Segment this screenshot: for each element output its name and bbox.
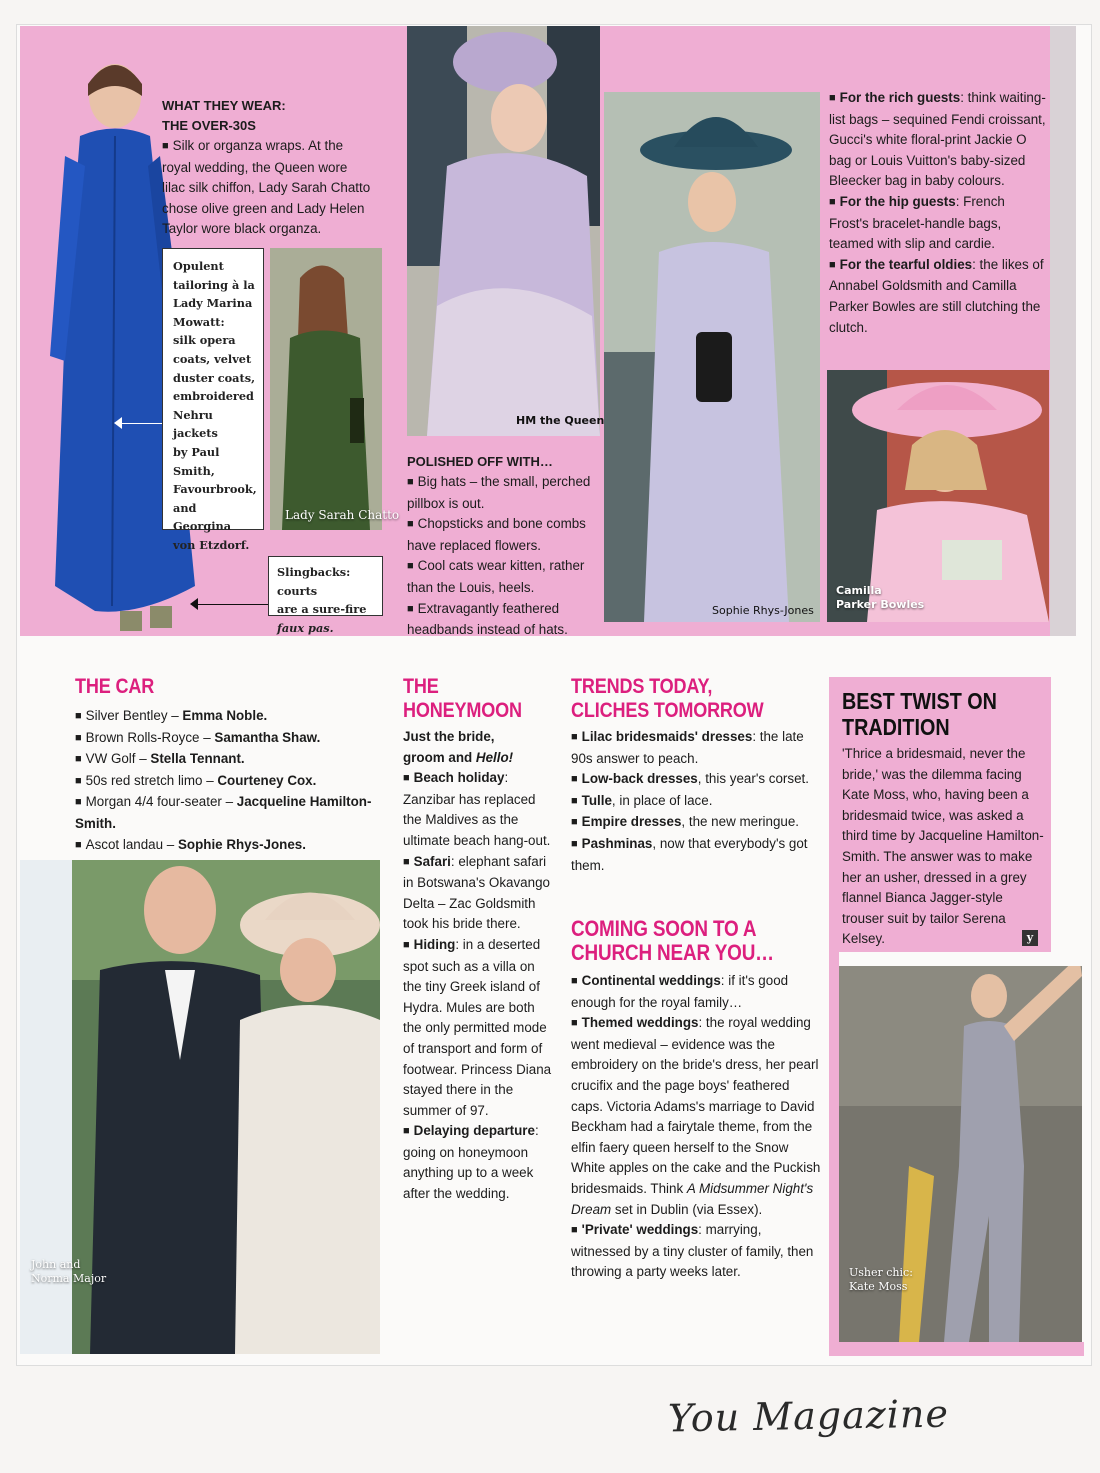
car-model: Ascot landau –	[85, 836, 178, 852]
coming-soon-heading-2: CHURCH NEAR YOU…	[571, 940, 774, 965]
continental-weddings-item	[571, 971, 821, 1013]
car-block	[75, 675, 375, 856]
car-model: 50s red stretch limo –	[85, 772, 218, 788]
private-weddings-label: 'Private' weddings	[581, 1222, 699, 1238]
photo-lady-sarah-chatto	[270, 248, 382, 530]
trend-item	[571, 834, 821, 876]
trend-label: Tulle	[581, 792, 612, 808]
car-item	[75, 835, 375, 857]
caption-camilla-line-1: Camilla	[836, 584, 882, 597]
what-they-wear-body: ■ Silk or organza wraps. At the royal wedding, the Queen wore lilac silk chiffon, Lady Sarah Chatto chose olive green and Lady Helen Taylor wore black organza.	[162, 136, 372, 240]
trends-heading-1: TRENDS TODAY,	[571, 675, 713, 698]
caption-hm-the-queen: HM the Queen	[516, 414, 605, 427]
tailoring-line: coats, velvet	[173, 351, 252, 366]
hip-guests-label: For the hip guests	[839, 193, 956, 209]
photo-sophie-rhys-jones	[604, 92, 820, 622]
caption-lady-sarah-chatto: Lady Sarah Chatto	[285, 508, 400, 522]
caption-kate-moss	[849, 1266, 913, 1294]
tailoring-line: and Georgina	[173, 500, 232, 534]
trend-item	[571, 769, 821, 791]
slingbacks-line-2: are a sure-fire	[277, 602, 367, 617]
beach-holiday-item	[403, 768, 553, 851]
honeymoon-intro	[403, 727, 553, 768]
what-they-wear-heading: WHAT THEY WEAR:	[162, 98, 286, 113]
trends-list	[571, 727, 821, 876]
trend-label: Low-back dresses	[581, 771, 698, 787]
safari-text: : elephant safari in Botswana's Okavango Delta – Zac Goldsmith took his bride there.	[403, 853, 550, 932]
tailoring-line: tailoring à la	[173, 277, 255, 292]
honeymoon-block	[403, 675, 553, 1205]
honeymoon-intro-2: groom and	[403, 749, 476, 765]
best-twist-heading-2: TRADITION	[842, 714, 950, 740]
polished-heading: POLISHED OFF WITH…	[407, 454, 553, 469]
slingbacks-line-1: Slingbacks: courts	[277, 565, 351, 598]
delaying-label: Delaying departure	[413, 1123, 535, 1139]
hiding-text: : in a deserted spot such as a villa on the tiny Greek island of Hydra. Mules are both the only permitted mode of transport and form of footwear. Princess Diana stayed there in the summer of 97.	[403, 936, 552, 1118]
car-item	[75, 706, 375, 728]
themed-weddings-text-2: set in Dublin (via Essex).	[611, 1201, 763, 1217]
hiding-item	[403, 935, 553, 1121]
themed-weddings-italic: A Midsummer Night's Dream	[571, 1180, 814, 1217]
trends-heading-2: CLICHES TOMORROW	[571, 699, 764, 722]
honeymoon-intro-hello: Hello!	[475, 749, 514, 765]
continental-weddings-text: : if it's good enough for the royal family…	[571, 973, 789, 1010]
trend-item	[571, 791, 821, 813]
delaying-item	[403, 1121, 553, 1204]
best-twist-panel-bottom	[829, 1342, 1084, 1356]
car-owner: Stella Tennant.	[150, 751, 245, 767]
themed-weddings-text-1: : the royal wedding went medieval – evidence was the embroidery on the bride's dress, her pearl crucifix and the page boys' feathered caps. Victoria Adams's marriage to David Beckham had a fairytale theme, from the elfin faery queen herself to the Snow White apples on the cake and the Puckish bridesmaids. Think	[571, 1015, 821, 1196]
hip-guests-item	[829, 192, 1047, 255]
honeymoon-heading-1: THE	[403, 675, 439, 698]
caption-major-line-2: Norma Major	[31, 1271, 107, 1285]
tailoring-line: Mowatt:	[173, 314, 225, 329]
car-item	[75, 749, 375, 771]
tailoring-callout	[162, 248, 264, 552]
car-model: Silver Bentley –	[85, 708, 183, 723]
car-model: Brown Rolls-Royce –	[85, 729, 215, 745]
trend-item	[571, 727, 821, 769]
trend-text: , this year's corset.	[697, 771, 809, 787]
coming-soon-body	[571, 971, 821, 1283]
polished-item: ■ Big hats – the small, perched pillbox is out.	[407, 472, 601, 514]
best-twist-heading-1: BEST TWIST ON	[842, 688, 997, 714]
polished-list	[407, 472, 601, 641]
polished-item: ■ Chopsticks and bone combs have replaced flowers.	[407, 514, 601, 556]
trend-text: , in place of lace.	[611, 792, 713, 808]
hiding-label: Hiding	[413, 936, 456, 952]
continental-weddings-label: Continental weddings	[581, 973, 721, 988]
beach-holiday-text: : Zanzibar has replaced the Maldives as the ultimate beach hang-out.	[403, 770, 551, 848]
best-twist-panel-edge	[829, 952, 839, 1354]
caption-kate-moss-line-2: Kate Moss	[849, 1279, 908, 1293]
trend-text: , now that everybody's got them.	[571, 835, 808, 873]
car-list	[75, 706, 375, 856]
tailoring-line: Opulent	[173, 259, 224, 273]
themed-weddings-item	[571, 1013, 821, 1220]
themed-weddings-label: Themed weddings	[581, 1015, 699, 1031]
best-twist-body: 'Thrice a bridesmaid, never the bride,' was the dilemma facing Kate Moss, who, having been a bridesmaid twice, was asked a third time by Jacqueline Hamilton-Smith. The answer was to make her an usher, dressed in a grey flannel Bianca Jagger-style trouser suit by tailor Serena Kelsey.	[842, 746, 1044, 947]
polished-item: ■ Cool cats wear kitten, rather than the Louis, heels.	[407, 556, 601, 598]
y-end-mark-icon: y	[1022, 930, 1038, 946]
trend-label: Empire dresses	[581, 814, 682, 830]
hip-guests-text: : French Frost's bracelet-handle bags, teamed with slip and cardie.	[829, 193, 1005, 252]
safari-label: Safari	[413, 853, 451, 869]
caption-kate-moss-line-1: Usher chic:	[849, 1266, 913, 1279]
honeymoon-intro-1: Just the bride,	[403, 729, 495, 744]
car-item	[75, 792, 375, 834]
trend-text: : the late 90s answer to peach.	[571, 729, 804, 766]
slingbacks-callout	[268, 556, 383, 635]
arrow-left-icon	[114, 417, 122, 429]
tailoring-callout-text	[173, 257, 257, 555]
coming-soon-block	[571, 917, 821, 1283]
best-twist-block	[842, 688, 1044, 950]
tearful-oldies-label: For the tearful oldies	[839, 256, 973, 272]
coming-soon-heading-1: COMING SOON TO A	[571, 916, 757, 941]
over-30s-heading: THE OVER-30S	[162, 118, 256, 133]
car-owner: Sophie Rhys-Jones.	[177, 836, 306, 852]
beach-holiday-label: Beach holiday	[413, 770, 505, 786]
rich-guests-item	[829, 88, 1047, 192]
safari-item	[403, 852, 553, 935]
trend-label: Pashminas	[581, 835, 653, 851]
what-they-wear-block	[162, 96, 372, 240]
tailoring-line: silk opera	[173, 333, 236, 348]
tailoring-line: von Etzdorf.	[173, 537, 250, 552]
trend-text: , the new meringue.	[681, 814, 800, 830]
honeymoon-heading-2: HONEYMOON	[403, 699, 522, 722]
caption-camilla-line-2: Parker Bowles	[836, 597, 925, 611]
car-model: VW Golf –	[85, 751, 151, 767]
caption-major-line-1: John and	[31, 1258, 81, 1271]
car-item	[75, 728, 375, 750]
car-owner: Samantha Shaw.	[214, 729, 321, 745]
trend-item	[571, 812, 821, 834]
tailoring-line: Nehru jackets	[173, 407, 218, 441]
caption-john-norma-major	[31, 1258, 106, 1286]
guests-block	[829, 88, 1047, 338]
trends-block	[571, 675, 821, 876]
private-weddings-text: : marrying, witnessed by a tiny cluster of family, then throwing a party weeks later.	[571, 1222, 814, 1280]
private-weddings-item	[571, 1220, 821, 1283]
trend-label: Lilac bridesmaids' dresses	[581, 729, 753, 744]
car-owner: Emma Noble.	[182, 708, 268, 723]
rich-guests-label: For the rich guests	[839, 90, 961, 105]
photo-hm-the-queen	[407, 26, 600, 436]
arrow-left-icon	[190, 598, 198, 610]
car-model: Morgan 4/4 four-seater –	[85, 794, 237, 810]
polished-block	[407, 452, 601, 641]
slingbacks-line-3: faux pas.	[277, 620, 334, 635]
tailoring-line: Favourbrook,	[173, 482, 257, 497]
car-item	[75, 771, 375, 793]
car-owner: Courteney Cox.	[217, 772, 317, 788]
tearful-oldies-text: : the likes of Annabel Goldsmith and Camilla Parker Bowles are still clutching the clutch.	[829, 256, 1044, 335]
honeymoon-body	[403, 727, 553, 1205]
polished-item: ■ Extravagantly feathered headbands instead of hats.	[407, 599, 601, 641]
tailoring-line: embroidered	[173, 389, 254, 404]
handwritten-source-note: You Magazine	[667, 1391, 950, 1441]
car-heading: THE CAR	[75, 675, 155, 698]
car-owner: Jacqueline Hamilton-Smith.	[75, 794, 372, 831]
page-edge-strip	[1050, 26, 1076, 636]
caption-camilla	[836, 584, 924, 612]
tearful-oldies-item	[829, 255, 1047, 338]
caption-sophie-rhys-jones: Sophie Rhys-Jones	[712, 604, 814, 617]
delaying-text: : going on honeymoon anything up to a week after the wedding.	[403, 1123, 539, 1202]
arrow-left-icon	[198, 604, 268, 605]
arrow-left-icon	[120, 423, 162, 424]
rich-guests-text: : think waiting-list bags – sequined Fendi croissant, Gucci's white floral-print Jackie O bag or Louis Vuitton's baby-sized Bleecker bag in baby colours.	[829, 90, 1046, 189]
tailoring-line: Lady Marina	[173, 296, 253, 311]
tailoring-line: by Paul Smith,	[173, 444, 220, 478]
tailoring-line: duster coats,	[173, 370, 256, 385]
